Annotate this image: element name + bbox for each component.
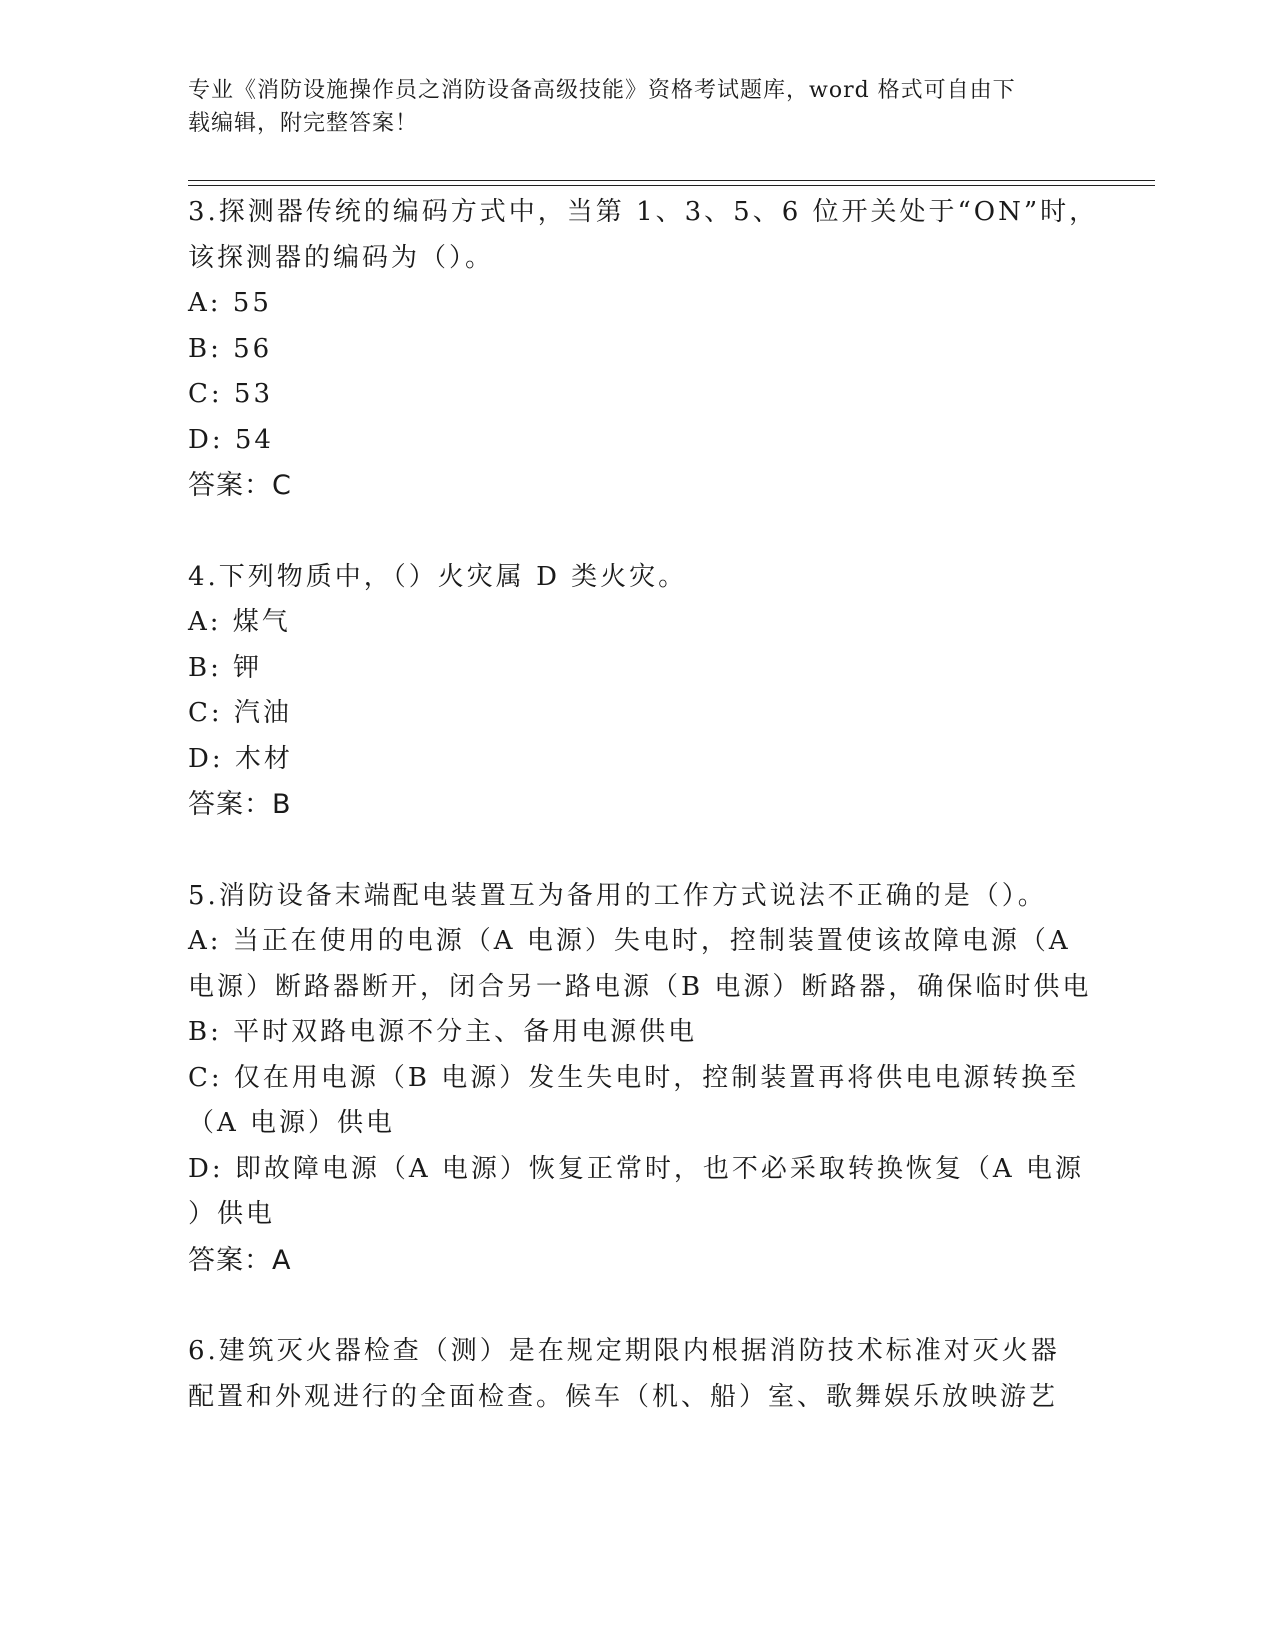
option-d: D: 木材 [188,743,293,774]
question-6 [188,1329,1088,1420]
question-stem-line: 4.下列物质中，（）火灾属 D 类火灾。 [188,561,688,592]
option-b: B: 56 [188,333,273,364]
question-3 [188,190,1099,509]
option-d-continued: ）供电 [188,1199,276,1229]
option-c: C: 仅在用电源（B 电源）发生失电时，控制装置再将供电电源转换至 [188,1062,1080,1093]
question-4 [188,555,1088,828]
option-c: C: 53 [188,379,274,409]
answer-line: 答案：A [188,1244,292,1276]
option-a: A: 当正在使用的电源（A 电源）失电时，控制装置使该故障电源（A [188,926,1071,956]
question-stem-line: 配置和外观进行的全面检查。候车（机、船）室、歌舞娱乐放映游艺 [188,1381,1059,1412]
option-b: B: 平时双路电源不分主、备用电源供电 [188,1017,698,1047]
option-c: C: 汽油 [188,698,292,728]
option-a-continued: 电源）断路器断开，闭合另一路电源（B 电源）断路器，确保临时供电 [188,971,1092,1002]
header-line-1: 专业《消防设施操作员之消防设备高级技能》资格考试题库，word 格式可自由下 [188,78,1016,103]
question-5 [188,874,1092,1284]
question-spacer [188,828,1088,874]
header-line-2: 载编辑，附完整答案！ [188,111,419,136]
question-stem-line: 5.消防设备末端配电装置互为备用的工作方式说法不正确的是（）。 [188,880,1047,911]
option-b: B: 钾 [188,652,263,683]
option-a: A: 55 [188,288,272,318]
header-divider-bottom [188,185,1155,186]
answer-line: 答案：C [188,470,292,501]
question-spacer [188,509,1088,555]
option-d: D: 即故障电源（A 电源）恢复正常时，也不必采取转换恢复（A 电源 [188,1153,1084,1184]
header-divider-top [188,180,1155,181]
question-stem-line: 3.探测器传统的编码方式中，当第 1、3、5、6 位开关处于“ON”时， [188,197,1099,227]
question-list [188,190,1099,1420]
option-d: D: 54 [188,424,274,455]
answer-line: 答案：B [188,789,292,820]
document-header [188,74,1088,140]
question-stem-line: 6.建筑灭火器检查（测）是在规定期限内根据消防技术标准对灭火器 [188,1336,1060,1366]
question-stem-line: 该探测器的编码为（）。 [188,242,495,273]
question-spacer [188,1283,1088,1329]
option-c-continued: （A 电源）供电 [188,1108,396,1138]
option-a: A: 煤气 [188,607,291,637]
